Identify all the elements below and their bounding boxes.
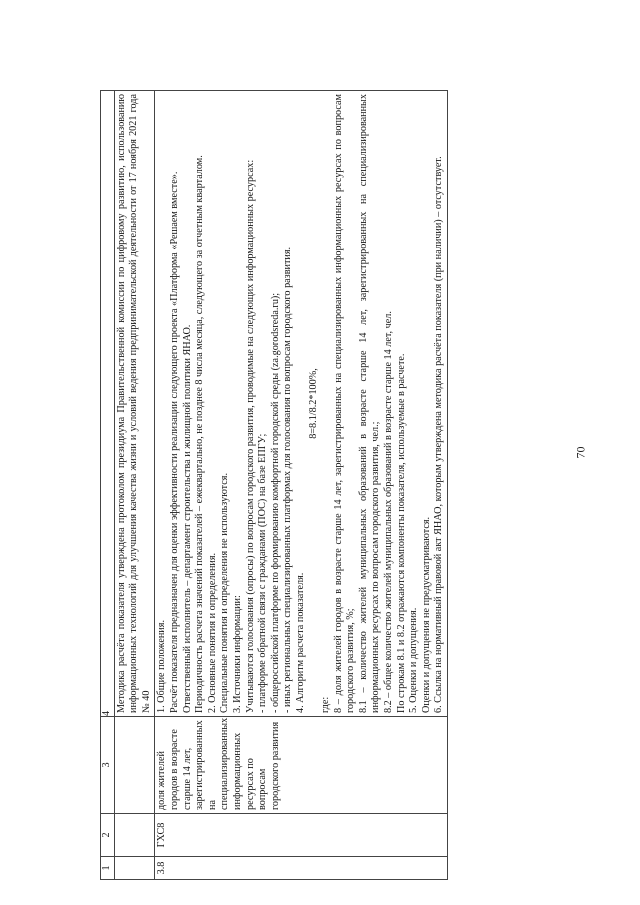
methodology-line: 1. Общие положения. [156,620,168,713]
formula: 8=8.1/8.2*100%, [307,368,319,439]
methodology-line: 4. Алгоритм расчета показателя. [294,572,306,713]
where-line: где: [320,696,332,713]
row-indicator-name: доля жителей городов в возрасте старше 14 лет, зарегистрированных на специализированных информационных ресурсах по вопросам городского развития [155,717,448,814]
methodology-line: Специальные понятия и определения не используются. [219,472,231,713]
where-line: Оценки и допущения не предусматриваются. [420,516,432,713]
table-row [155,91,448,880]
header-col-1: 1 [101,857,115,880]
row-code: ГХС8 [155,814,448,857]
header-col-3: 3 [101,717,115,814]
where-line: 5. Оценки и допущения. [408,607,420,713]
methodology-line: Периодичность расчета значений показателей – ежеквартально, не позднее 8 числа месяца, следующего за отчетным кварталом. [194,155,206,713]
indicator-table [100,90,448,880]
methodology-line: Учитываются голосования (опросы) по вопросам городского развития, проводимые на следующих информационных ресурсах: [244,159,256,713]
row-number: 3.8 [155,857,448,880]
rotated-page [100,90,555,880]
row-methodology [155,91,448,717]
header-col-4: 4 [101,91,115,717]
methodology-line: - общероссийской платформе по формированию комфортной городской среды (za.gorodsreda.ru); [269,292,281,713]
page-number: 70 [573,446,588,459]
method-note: Методика расчёта показателя утверждена протоколом президиума Правительственной комиссии по цифровому развитию, использованию информационных технологий для улучшения качества жизни и условий ведения предпринимательской деятельности от 17 ноября 2021 года № 40 [114,91,155,717]
header-row [101,91,115,880]
method-note-row [114,91,155,880]
header-col-2: 2 [101,814,115,857]
where-line: 8 – доля жителей городов в возрасте старше 14 лет, зарегистрированных на специализированных информационных ресурсах по вопросам городского развития, %; [332,94,357,713]
methodology-line: Ответственный исполнитель – департамент строительства и жилищной политики ЯНАО. [181,324,193,713]
where-line: 8.1 – количество жителей муниципальных образований в возрасте старше 14 лет, зарегистрированных на специализированных информационных ресурсах по вопросам городского развития, чел.; [357,94,382,713]
methodology-line: - иных региональных специализированных платформах для голосования по вопросам городского развития. [282,246,294,713]
where-line: 6. Ссылка на нормативный правовой акт ЯНАО, которым утверждена методика расчёта показателя (при наличии) – отсутствует. [433,156,445,713]
methodology-line: 2. Основные понятия и определения. [206,552,218,713]
where-line: По строкам 8.1 и 8.2 отражаются компоненты показателя, используемые в расчете. [395,353,407,713]
where-line: 8.2 – общее количество жителей муниципальных образований в возрасте старше 14 лет, чел. [383,311,395,713]
methodology-line: 3. Источники информации: [231,595,243,713]
methodology-line: - платформе обратной связи с гражданами (ПОС) на базе ЕПГУ; [257,433,269,713]
methodology-line: Расчёт показателя предназначен для оценки эффективности реализации следующего проекта «Платформа «Решаем вместе». [168,171,180,713]
